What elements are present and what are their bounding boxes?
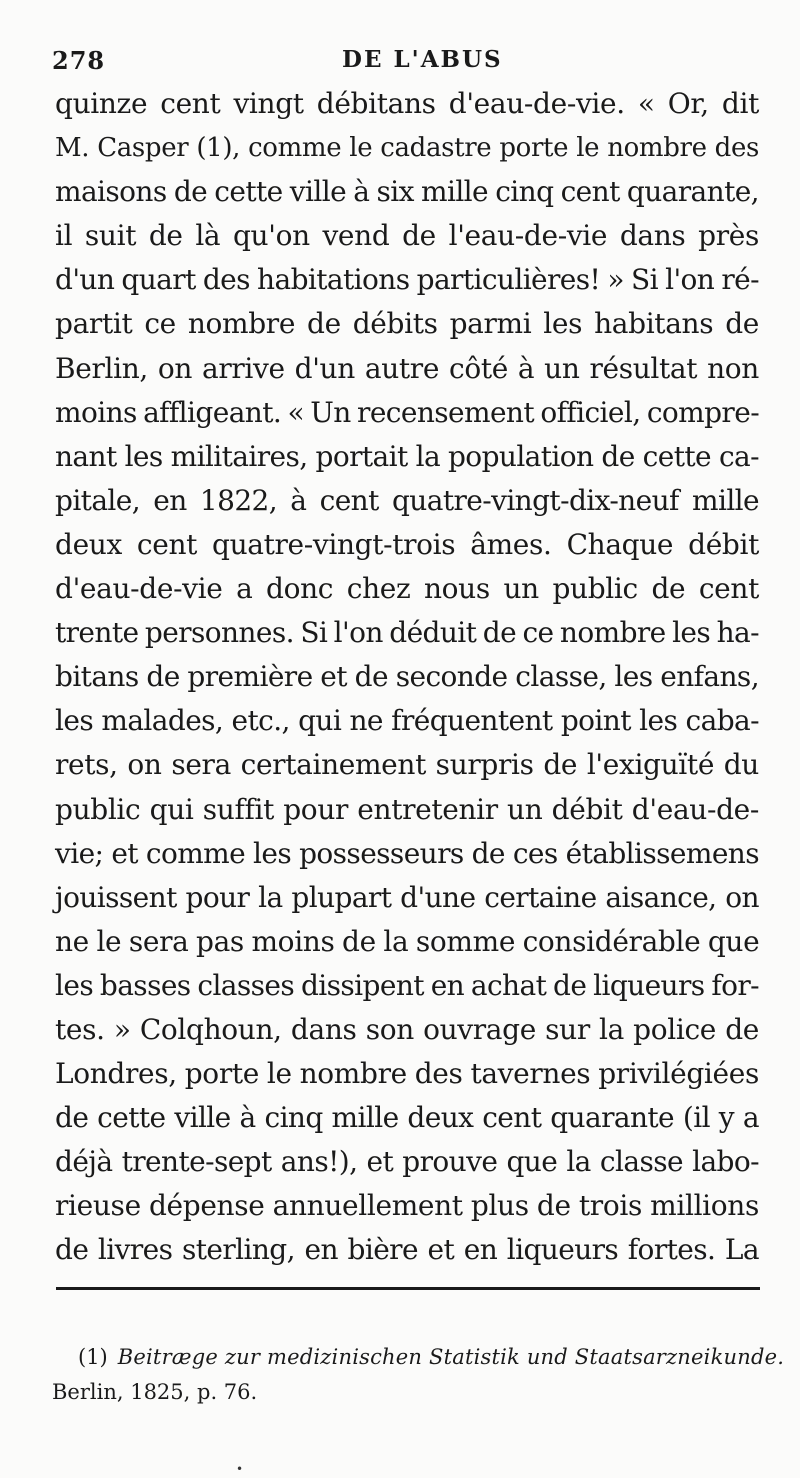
footnote-title: Beitræge zur medizinischen Statistik und Staatsarzneikunde. [117,1345,785,1369]
body-line: de cette ville à cinq mille deux cent quarante (il y a [55,1101,759,1135]
body-line: ne le sera pas moins de la somme considérable que [55,924,760,958]
body-line: déjà trente-sept ans!), et prouve que la classe labo- [55,1145,759,1179]
body-line: Berlin, on arrive d'un autre côté à un résultat non [55,351,759,385]
body-line: maisons de cette ville à six mille cinq cent quarante, [55,175,759,209]
body-line: d'eau-de-vie a donc chez nous un public de cent [55,572,759,606]
body-line: rets, on sera certainement surpris de l'exiguïté du [55,748,759,782]
footnote [52,1340,785,1410]
body-line: moins affligeant. « Un recensement officiel, compre- [55,395,760,429]
footnote-details: Berlin, 1825, p. 76. [52,1380,258,1404]
body-line: vie; et comme les possesseurs de ces établissemens [55,836,759,870]
body-line: deux cent quatre-vingt-trois âmes. Chaque débit [55,527,759,561]
body-line: public qui suffit pour entretenir un débit d'eau-de- [55,792,759,826]
body-line: de livres sterling, en bière et en liqueurs fortes. La [55,1233,759,1267]
running-head [52,46,758,76]
body-line: tes. » Colqhoun, dans son ouvrage sur la police de [55,1012,759,1046]
body-line: quinze cent vingt débitans d'eau-de-vie. « Or, dit [55,87,759,120]
bottom-mark: • [236,1462,244,1476]
page-number: 278 [52,46,106,75]
body-line: partit ce nombre de débits parmi les habitans de [55,307,759,341]
body-line: les basses classes dissipent en achat de liqueurs for- [55,968,759,1002]
body-line: les malades, etc., qui ne fréquentent point les caba- [55,704,759,738]
body-line: trente personnes. Si l'on déduit de ce nombre les ha- [55,616,759,650]
body-line: Londres, porte le nombre des tavernes privilégiées [55,1057,759,1091]
running-title: DE L'ABUS [342,46,503,73]
footnote-line-1 [52,1340,785,1375]
body-line: d'un quart des habitations particulières! » Si l'on ré- [55,263,759,297]
body-line: jouissent pour la plupart d'une certaine aisance, on [55,880,759,914]
footnote-rule [56,1287,760,1290]
body-line: pitale, en 1822, à cent quatre-vingt-dix-neuf mille [55,483,759,517]
body-line: rieuse dépense annuellement plus de trois millions [55,1189,759,1223]
body-line: nant les militaires, portait la population de cette ca- [55,439,759,473]
body-line: M. Casper (1), comme le cadastre porte le nombre des [55,133,759,164]
body-line: il suit de là qu'on vend de l'eau-de-vie dans près [55,219,759,253]
body-text [55,82,759,1273]
body-line: bitans de première et de seconde classe, les enfans, [55,660,759,694]
footnote-marker: (1) [78,1345,108,1369]
